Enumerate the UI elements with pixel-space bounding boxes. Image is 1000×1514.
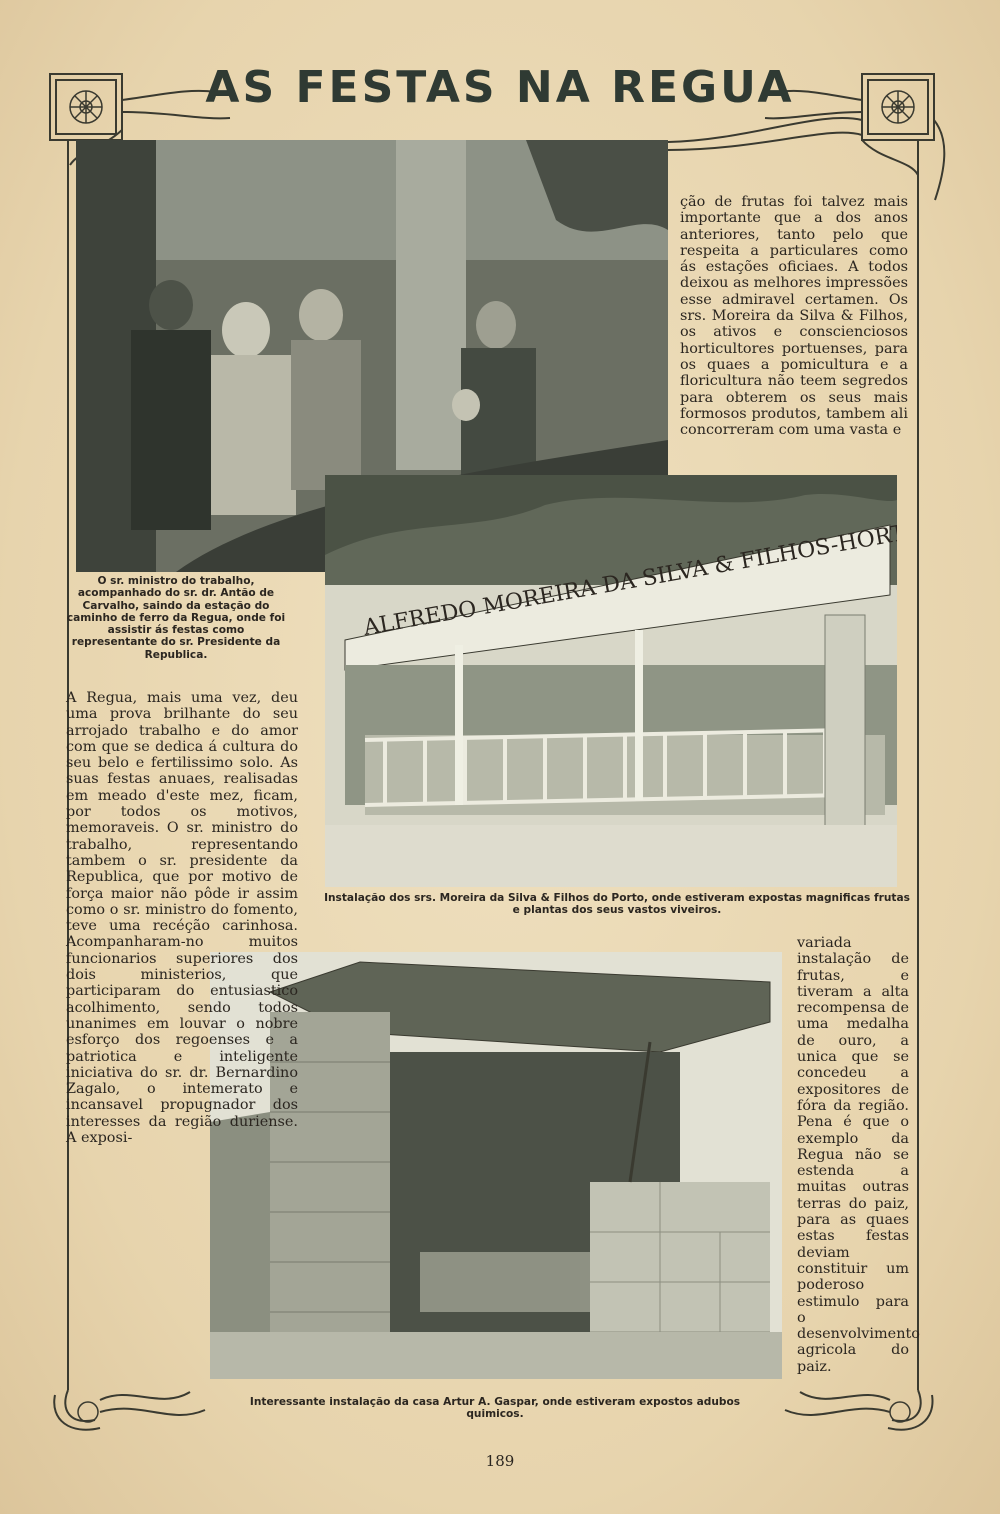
gaspar-caption: Interessante instalação da casa Artur A. Gaspar, onde estiveram expostos adubos quimicos.: [249, 1396, 741, 1421]
minister-caption: O sr. ministro do trabalho, acompanhado do sr. dr. Antão de Carvalho, saindo da estação do caminho de ferro da Regua, onde foi assistir ás festas como representante do sr. Presidente da Republica.: [66, 575, 286, 661]
article-column-right-top: ção de frutas foi talvez mais importante que a dos anos anteriores, tanto pelo que respeita a particulares como ás estações oficiaes. A todos deixou as melhores impressões esse admiravel certamen. Os srs. Moreira da Silva & Filhos, os ativos e conscienciosos horticultores portuenses, para os quaes a pomicultura e a floricultura não teem segredos para obterem os seus mais formosos produtos, tambem ali concorreram com uma vasta e: [680, 194, 908, 439]
page-number: 189: [485, 1452, 515, 1470]
moreira-caption: Instalação dos srs. Moreira da Silva & Filhos do Porto, onde estiveram expostas magnificas frutas e plantas dos seus vastos viveiros.: [324, 892, 910, 917]
moreira-stand-image: [325, 475, 897, 887]
article-column-right-bottom: variada instalação de frutas, e tiveram a alta recompensa de uma medalha de ouro, a unica que se concedeu a expositores de fóra da região. Pena é que o exemplo da Regua não se estenda a muitas outras terras do paiz, para as quaes estas festas deviam constituir um poderoso estimulo para o desenvolvimento agricola do paiz.: [797, 935, 920, 1375]
page-title: AS FESTAS NA REGUA: [205, 62, 795, 113]
moreira-stand-photo: [325, 475, 897, 887]
article-column-left: A Regua, mais uma vez, deu uma prova brilhante do seu arrojado trabalho e do amor com que se dedica á cultura do seu belo e fertilissimo solo. As suas festas anuaes, realisadas em meado d'este mez, ficam, por todos os motivos, memoraveis. O sr. ministro do trabalho, representando tambem o sr. presidente da Republica, que por motivo de força maior não pôde ir assim como o sr. ministro do fomento, teve uma recéção carinhosa. Acompanharam-no muitos funcionarios superiores dos dois ministerios, que participaram do entusiastico acolhimento, sendo todos unanimes em louvar o nobre esforço dos regoenses e a patriotica e inteligente iniciativa do sr. dr. Bernardino Zagalo, o intemerato e incansavel propugnador dos interesses da região duriense. A exposi-: [66, 690, 298, 1147]
